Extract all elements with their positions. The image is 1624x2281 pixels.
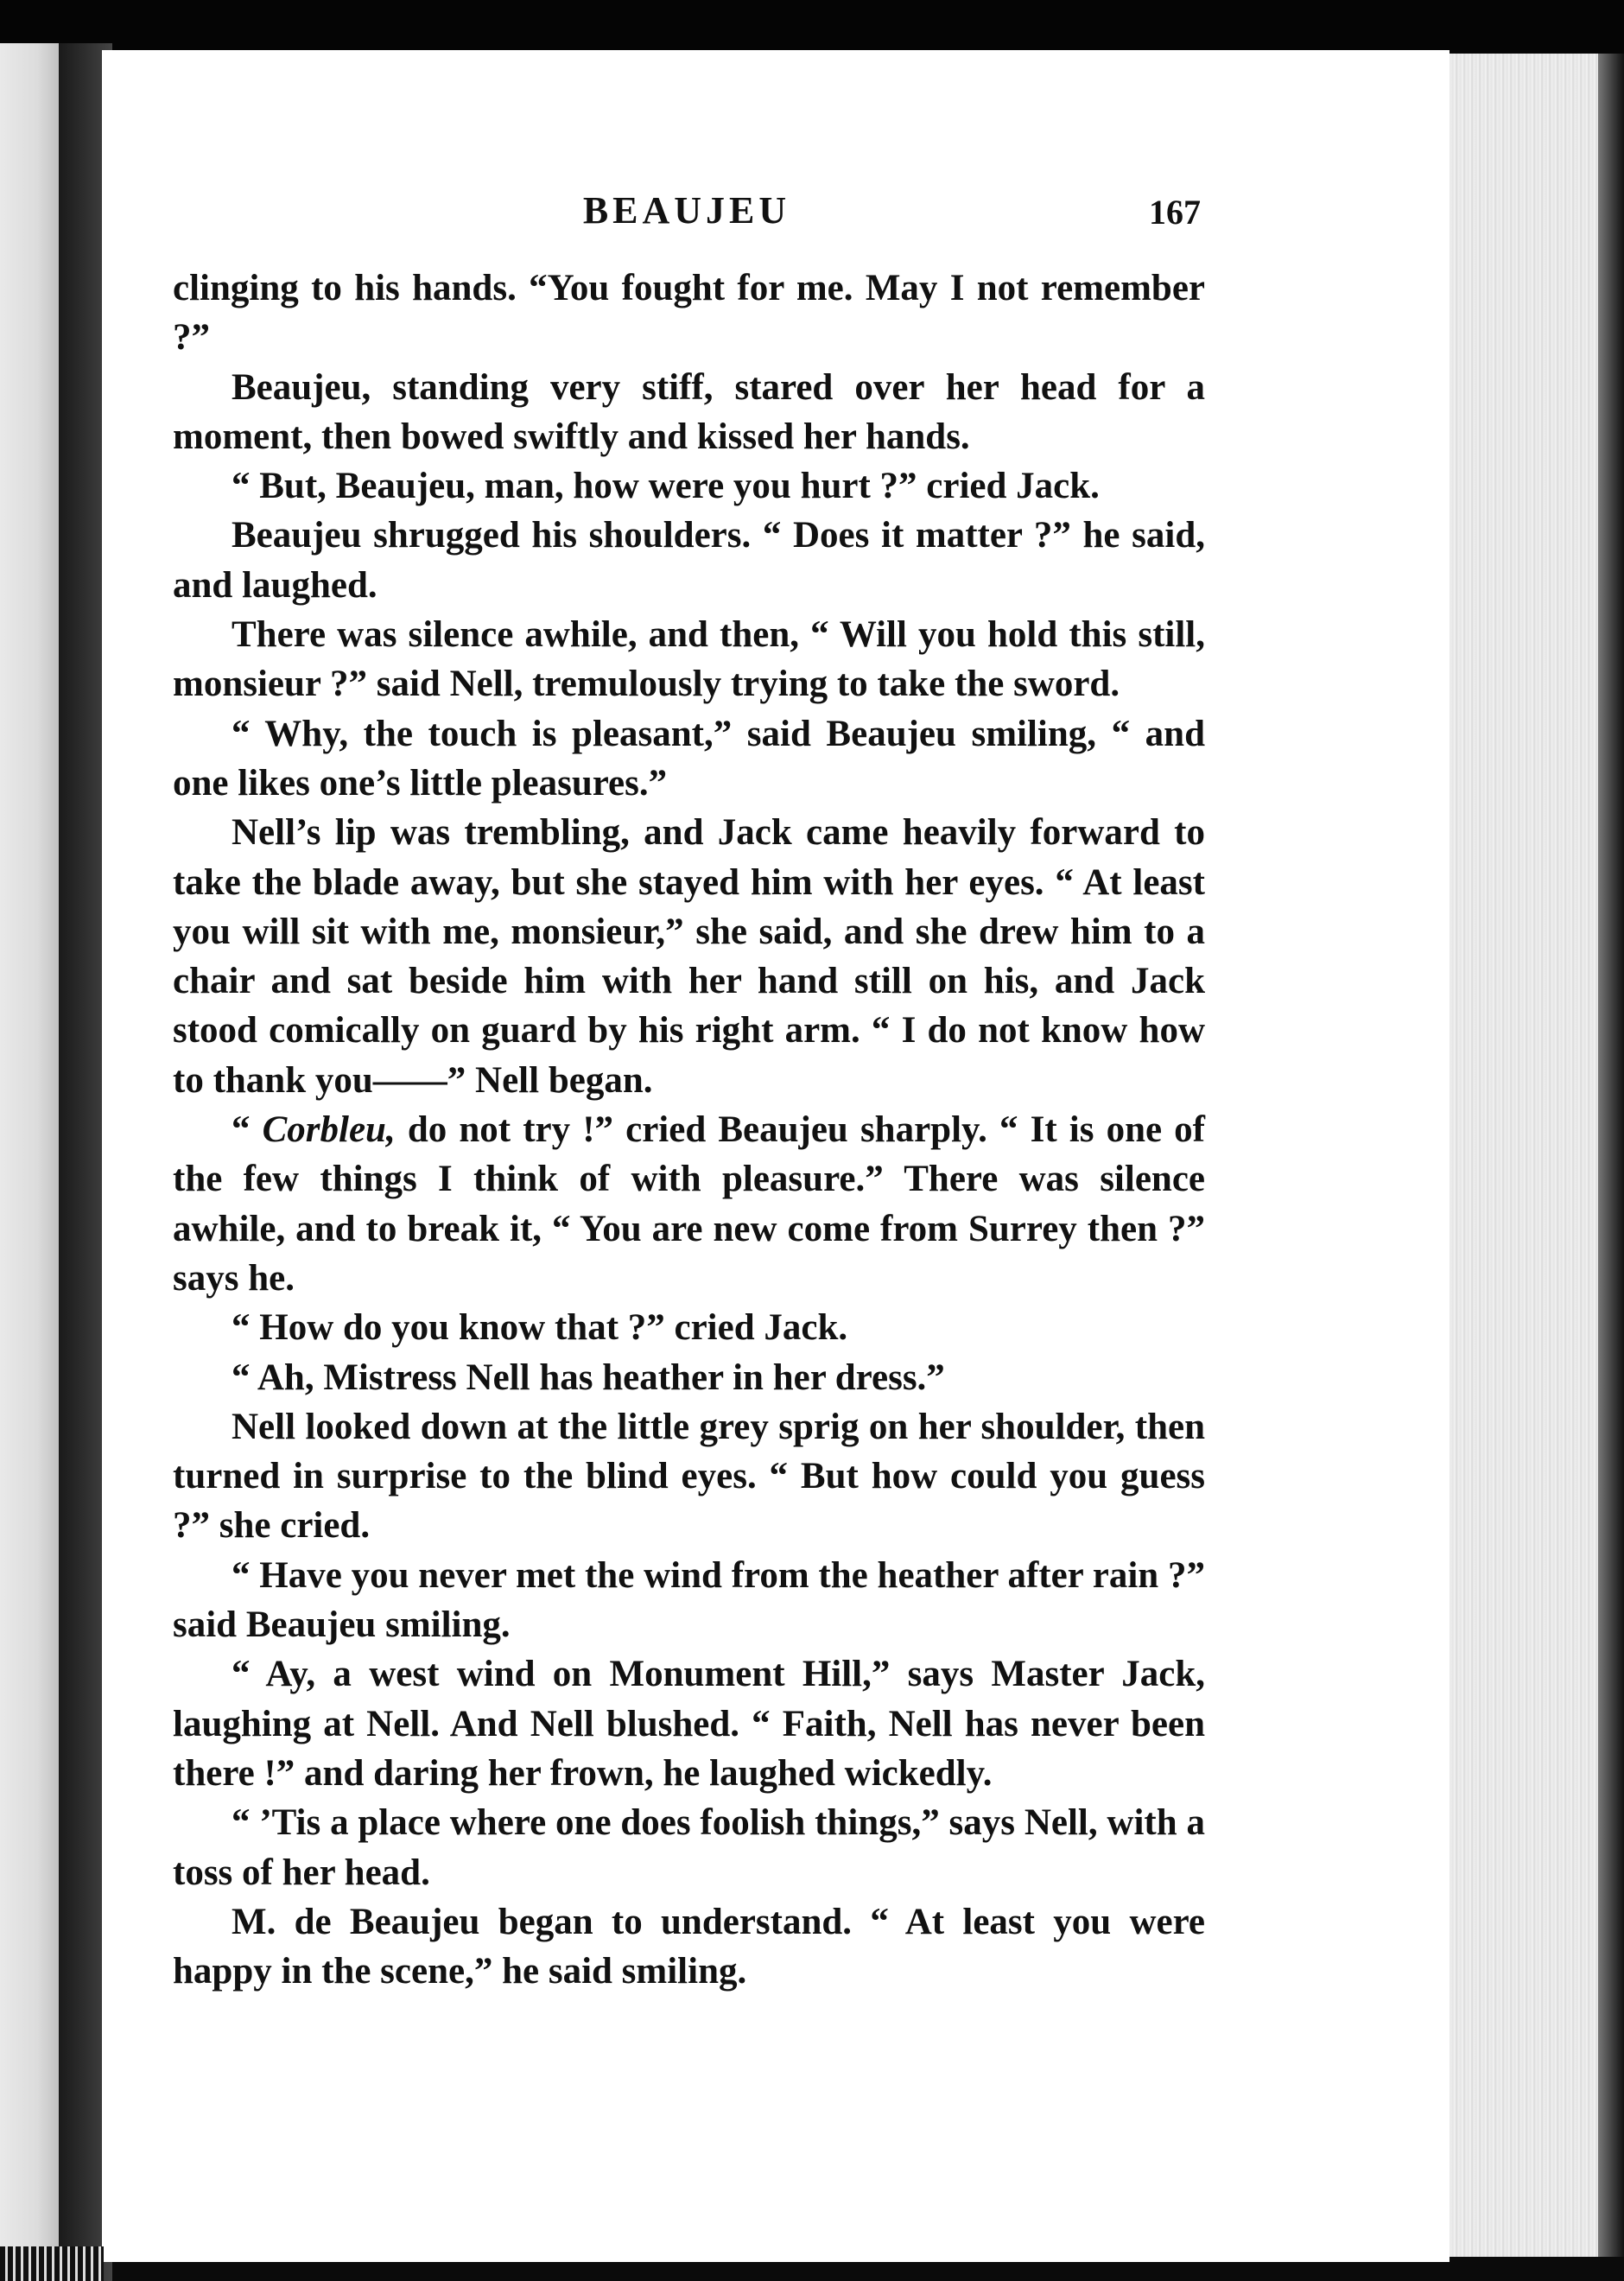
paragraph: There was silence awhile, and then, “ Will you hold this still, monsieur ?” said Nell, tremulously trying to take the sword. [173, 614, 1205, 705]
paragraph: Nell looked down at the little grey sprig on her shoulder, then turned in surprise to the blind eyes. “ But how could you guess ?” she cried. [173, 1406, 1205, 1547]
page-block-shadow [1598, 54, 1624, 2257]
paragraph: “ Why, the touch is pleasant,” said Beaujeu smiling, “ and one likes one’s little pleasures.” [173, 713, 1205, 804]
facing-page-edge [0, 43, 62, 2255]
paragraph: “ How do you know that ?” cried Jack. [232, 1307, 848, 1349]
scan-border-top [0, 0, 1624, 54]
paragraph: “ Ay, a west wind on Monument Hill,” says Master Jack, laughing at Nell. And Nell blushed. “ Faith, Nell has never been there !” and daring her frown, he laughed wickedly. [173, 1654, 1205, 1794]
page-number: 167 [1149, 193, 1201, 232]
paragraph: Beaujeu, standing very stiff, stared over her head for a moment, then bowed swiftly and kissed her hands. [173, 366, 1205, 457]
paragraph: “ Ah, Mistress Nell has heather in her dress.” [232, 1357, 945, 1398]
scan-border-bottom [0, 2246, 104, 2281]
body-text [173, 264, 1205, 1996]
paragraph: Nell’s lip was trembling, and Jack came heavily forward to take the blade away, but she stayed him with her eyes. “ At least you will sit with me, monsieur,” she said, and she drew him to a chair and sat beside him with her hand still on his, and Jack stood comically on guard by his right arm. “ I do not know how to thank you——” Nell began. [173, 812, 1205, 1101]
paragraph: “ Corbleu, do not try !” cried Beaujeu sharply. “ It is one of the few things I think of with pleasure.” There was silence awhile, and to break it, “ You are new come from Surrey then ?” says he. [173, 1109, 1205, 1299]
paragraph: “ But, Beaujeu, man, how were you hurt ?” cried Jack. [232, 466, 1100, 507]
italic-exclamation: Corbleu, [262, 1109, 396, 1151]
running-head: BEAUJEU [582, 189, 791, 232]
paragraph: “ ’Tis a place where one does foolish things,” says Nell, with a toss of her head. [173, 1802, 1205, 1893]
paragraph: clinging to his hands. “You fought for me. May I not remember ?” [173, 268, 1205, 359]
paragraph: M. de Beaujeu began to understand. “ At least you were happy in the scene,” he said smiling. [173, 1901, 1205, 1992]
paragraph: Beaujeu shrugged his shoulders. “ Does it matter ?” he said, and laughed. [173, 515, 1205, 606]
page-header [173, 188, 1201, 240]
paragraph: “ Have you never met the wind from the heather after rain ?” said Beaujeu smiling. [173, 1554, 1205, 1646]
